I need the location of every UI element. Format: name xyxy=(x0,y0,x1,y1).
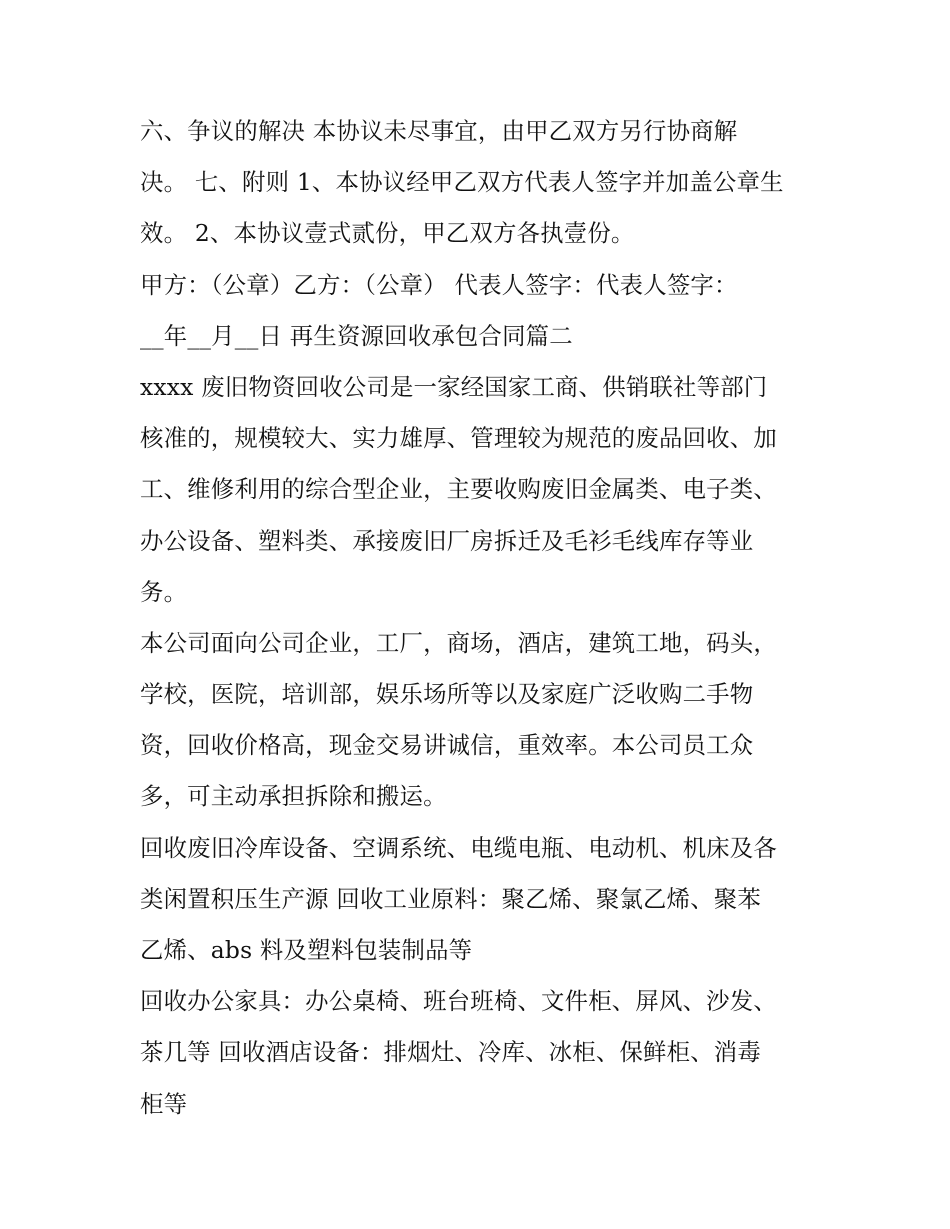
text-line: 茶几等 回收酒店设备：排烟灶、冷库、冰柜、保鲜柜、消毒 xyxy=(140,1038,761,1067)
text-line: 决。 七、附则 1、本协议经甲乙双方代表人签字并加盖公章生 xyxy=(140,168,784,197)
text-line: 乙烯、abs 料及塑料包装制品等 xyxy=(140,936,473,964)
text-line: 回收办公家具：办公桌椅、班台班椅、文件柜、屏风、沙发、 xyxy=(140,987,777,1016)
text-line: 柜等 xyxy=(140,1089,188,1118)
text-line: 回收废旧冷库设备、空调系统、电缆电瓶、电动机、机床及各 xyxy=(140,833,777,862)
text-line: __年__月__日 再生资源回收承包合同篇二 xyxy=(140,321,573,350)
text-line: 学校，医院，培训部，娱乐场所等以及家庭广泛收购二手物 xyxy=(140,680,754,709)
text-line: xxxx 废旧物资回收公司是一家经国家工商、供销联社等部门 xyxy=(140,372,768,401)
text-line: 效。 2、本协议壹式贰份，甲乙双方各执壹份。 xyxy=(140,219,635,248)
text-line: 工、维修利用的综合型企业，主要收购废旧金属类、电子类、 xyxy=(140,475,777,504)
text-line: 本公司面向公司企业，工厂，商场，酒店，建筑工地，码头， xyxy=(140,628,777,657)
text-line: 务。 xyxy=(140,577,188,606)
text-line: 资，回收价格高，现金交易讲诚信，重效率。本公司员工众 xyxy=(140,731,754,760)
text-line: 多，可主动承担拆除和搬运。 xyxy=(140,782,447,811)
text-line: 类闲置积压生产源 回收工业原料：聚乙烯、聚氯乙烯、聚苯 xyxy=(140,884,761,913)
text-line: 六、争议的解决 本协议未尽事宜，由甲乙双方另行协商解 xyxy=(140,117,738,145)
document-body xyxy=(140,106,812,1130)
text-line: 办公设备、塑料类、承接废旧厂房拆迁及毛衫毛线库存等业 xyxy=(140,526,754,555)
text-line: 甲方：（公章）乙方：（公章） 代表人签字：代表人签字： xyxy=(140,270,738,299)
text-line: 核准的，规模较大、实力雄厚、管理较为规范的废品回收、加 xyxy=(140,424,777,453)
